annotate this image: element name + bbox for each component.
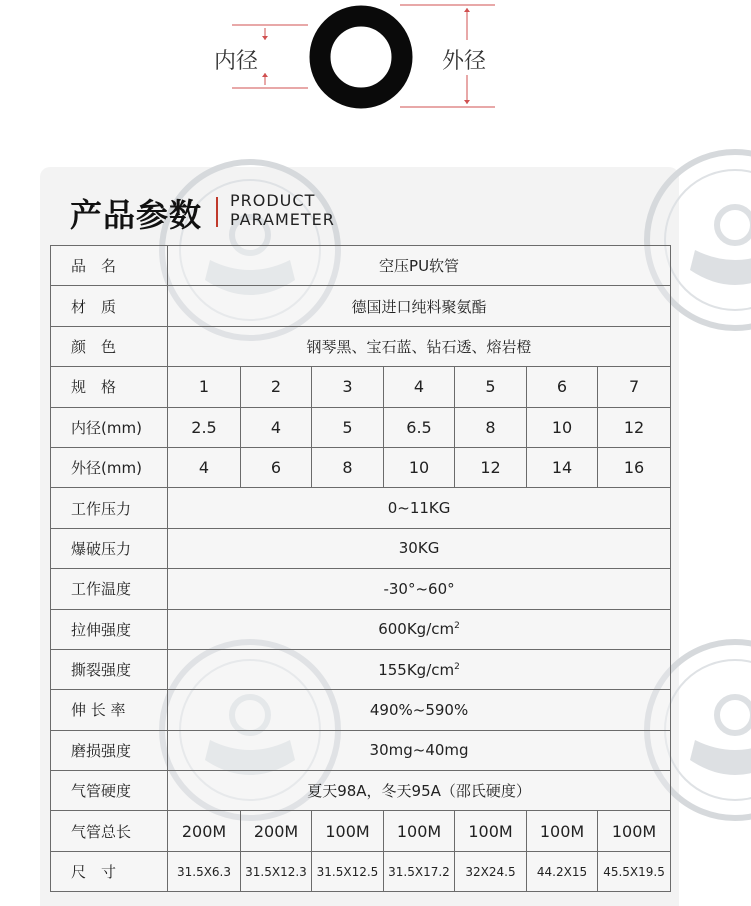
row-value: 490%~590% xyxy=(168,690,671,730)
table-row xyxy=(51,771,671,811)
row-label: 外径(mm) xyxy=(51,447,168,487)
row-value: 30KG xyxy=(168,528,671,568)
unit-superscript: 2 xyxy=(454,661,460,672)
table-cell: 4 xyxy=(241,407,312,447)
table-row xyxy=(51,246,671,286)
table-cell: 3 xyxy=(312,367,384,407)
row-value: 夏天98A，冬天95A（邵氏硬度） xyxy=(168,771,671,811)
table-row xyxy=(51,326,671,366)
row-label: 内径(mm) xyxy=(51,407,168,447)
table-cell: 4 xyxy=(384,367,455,407)
inner-diameter-label: 内径 xyxy=(214,49,259,74)
row-label: 磨损强度 xyxy=(51,730,168,770)
row-label: 气管硬度 xyxy=(51,771,168,811)
table-row xyxy=(51,286,671,326)
table-cell: 200M xyxy=(168,811,241,851)
table-cell: 2 xyxy=(241,367,312,407)
table-cell: 5 xyxy=(312,407,384,447)
row-label: 拉伸强度 xyxy=(51,609,168,649)
table-cell: 8 xyxy=(312,447,384,487)
row-value xyxy=(168,609,671,649)
table-cell: 100M xyxy=(598,811,671,851)
table-row xyxy=(51,488,671,528)
row-label: 工作压力 xyxy=(51,488,168,528)
table-cell: 4 xyxy=(168,447,241,487)
table-cell: 16 xyxy=(598,447,671,487)
table-cell: 44.2X15 xyxy=(527,851,598,891)
table-cell: 45.5X19.5 xyxy=(598,851,671,891)
row-label: 尺 寸 xyxy=(51,851,168,891)
row-value: 钢琴黑、宝石蓝、钻石透、熔岩橙 xyxy=(168,326,671,366)
table-cell: 200M xyxy=(241,811,312,851)
table-row xyxy=(51,811,671,851)
row-value: 空压PU软管 xyxy=(168,246,671,286)
table-row xyxy=(51,528,671,568)
table-row xyxy=(51,447,671,487)
table-cell: 12 xyxy=(455,447,527,487)
tube-cross-section-graphic xyxy=(0,0,751,130)
row-value: 德国进口纯料聚氨酯 xyxy=(168,286,671,326)
row-label: 爆破压力 xyxy=(51,528,168,568)
table-cell: 7 xyxy=(598,367,671,407)
table-row xyxy=(51,407,671,447)
table-row xyxy=(51,367,671,407)
row-label: 品 名 xyxy=(51,246,168,286)
row-value xyxy=(168,649,671,689)
row-label: 工作温度 xyxy=(51,569,168,609)
row-label: 伸 长 率 xyxy=(51,690,168,730)
row-value: -30°~60° xyxy=(168,569,671,609)
table-cell: 6 xyxy=(241,447,312,487)
title-divider xyxy=(216,197,218,227)
row-label: 颜 色 xyxy=(51,326,168,366)
table-cell: 6 xyxy=(527,367,598,407)
row-value: 30mg~40mg xyxy=(168,730,671,770)
table-cell: 12 xyxy=(598,407,671,447)
section-subtitle-line2: PARAMETER xyxy=(230,210,335,229)
table-row xyxy=(51,649,671,689)
row-value: 0~11KG xyxy=(168,488,671,528)
table-row xyxy=(51,851,671,891)
table-cell: 10 xyxy=(384,447,455,487)
tube-diagram xyxy=(0,0,751,130)
tear-strength-value: 155Kg/cm xyxy=(378,660,455,679)
table-cell: 100M xyxy=(312,811,384,851)
table-cell: 14 xyxy=(527,447,598,487)
row-label: 规 格 xyxy=(51,367,168,407)
section-title: 产品参数 xyxy=(70,196,203,234)
row-label: 撕裂强度 xyxy=(51,649,168,689)
table-cell: 5 xyxy=(455,367,527,407)
table-cell: 100M xyxy=(527,811,598,851)
table-cell: 100M xyxy=(384,811,455,851)
section-subtitle-line1: PRODUCT xyxy=(230,191,316,210)
table-cell: 32X24.5 xyxy=(455,851,527,891)
table-row xyxy=(51,569,671,609)
table-cell: 2.5 xyxy=(168,407,241,447)
table-cell: 10 xyxy=(527,407,598,447)
outer-diameter-label: 外径 xyxy=(442,49,487,74)
unit-superscript: 2 xyxy=(454,621,460,632)
table-cell: 31.5X12.5 xyxy=(312,851,384,891)
row-label: 材 质 xyxy=(51,286,168,326)
table-cell: 31.5X17.2 xyxy=(384,851,455,891)
table-cell: 100M xyxy=(455,811,527,851)
row-label: 气管总长 xyxy=(51,811,168,851)
table-row xyxy=(51,609,671,649)
table-cell: 1 xyxy=(168,367,241,407)
table-cell: 6.5 xyxy=(384,407,455,447)
table-cell: 31.5X12.3 xyxy=(241,851,312,891)
table-cell: 8 xyxy=(455,407,527,447)
table-row xyxy=(51,690,671,730)
parameter-table xyxy=(50,245,671,892)
table-cell: 31.5X6.3 xyxy=(168,851,241,891)
tensile-strength-value: 600Kg/cm xyxy=(378,620,455,639)
table-row xyxy=(51,730,671,770)
